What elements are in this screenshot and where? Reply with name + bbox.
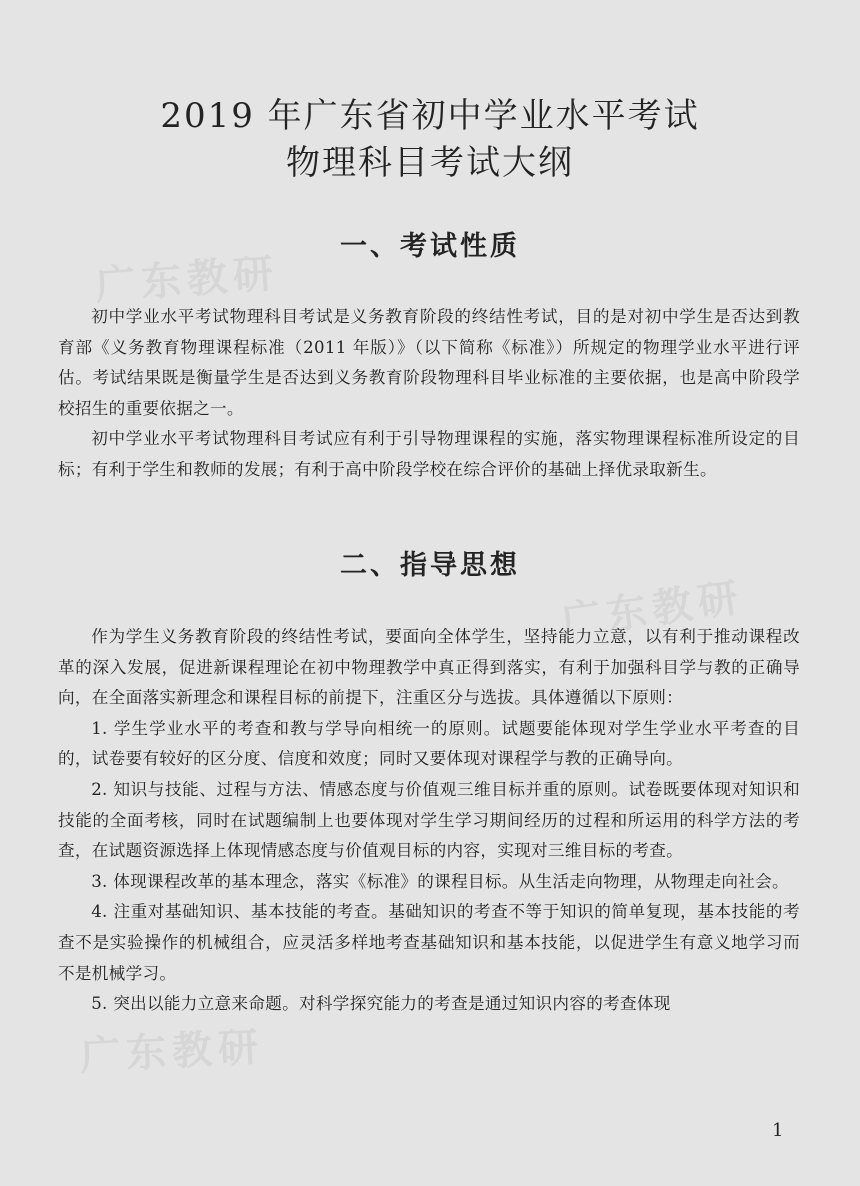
section-heading-exam-nature: 一、考试性质	[340, 231, 520, 262]
document-title-line1: 2019 年广东省初中学业水平考试	[160, 96, 700, 136]
watermark: 广东教研	[93, 250, 281, 310]
section-heading-guiding-principles: 二、指导思想	[340, 550, 520, 581]
paragraph: 初中学业水平考试物理科目考试是义务教育阶段的终结性考试，目的是对初中学生是否达到教育部《义务教育物理课程标准（2011 年版）》（以下简称《标准》）所规定的物理学业水平进行评估。考试结果既是衡量学生是否达到义务教育阶段物理科目毕业标准的主要依据，也是高中阶段学校招生的重要依据之一。	[58, 307, 800, 418]
list-item: 3. 体现课程改革的基本理念，落实《标准》的课程目标。从生活走向物理，从物理走向社会。	[91, 871, 789, 891]
paragraph: 初中学业水平考试物理科目考试应有利于引导物理课程的实施，落实物理课程标准所设定的目标；有利于学生和教师的发展；有利于高中阶段学校在综合评价的基础上择优录取新生。	[58, 429, 800, 479]
list-item: 2. 知识与技能、过程与方法、情感态度与价值观三维目标并重的原则。试卷既要体现对知识和技能的全面考核，同时在试题编制上也要体现对学生学习期间经历的过程和所运用的科学方法的考查，在试题资源选择上体现情感态度与价值观目标的内容，实现对三维目标的考查。	[58, 779, 800, 861]
watermark: 广东教研	[558, 574, 747, 646]
section-body-exam-nature	[58, 302, 800, 486]
document-title-line2: 物理科目考试大纲	[286, 143, 574, 183]
list-item: 4. 注重对基础知识、基本技能的考查。基础知识的考查不等于知识的简单复现，基本技能的考查不是实验操作的机械组合，应灵活多样地考查基础知识和基本技能，以促进学生有意义地学习而不是机械学习。	[58, 902, 800, 983]
paragraph: 作为学生义务教育阶段的终结性考试，要面向全体学生，坚持能力立意，以有利于推动课程改革的深入发展，促进新课程理论在初中物理教学中真正得到落实，有利于加强科目学与教的正确导向，在全面落实新理念和课程目标的前提下，注重区分与选拔。具体遵循以下原则：	[58, 627, 800, 708]
page-number: 1	[772, 1120, 784, 1141]
list-item: 1. 学生学业水平的考查和教与学导向相统一的原则。试题要能体现对学生学业水平考查的目的，试卷要有较好的区分度、信度和效度；同时又要体现对课程学与教的正确导向。	[58, 718, 800, 769]
list-item: 5. 突出以能力立意来命题。对科学探究能力的考查是通过知识内容的考查体现	[91, 994, 671, 1014]
watermark: 广东教研	[79, 1024, 266, 1080]
section-body-guiding-principles	[58, 622, 800, 1020]
